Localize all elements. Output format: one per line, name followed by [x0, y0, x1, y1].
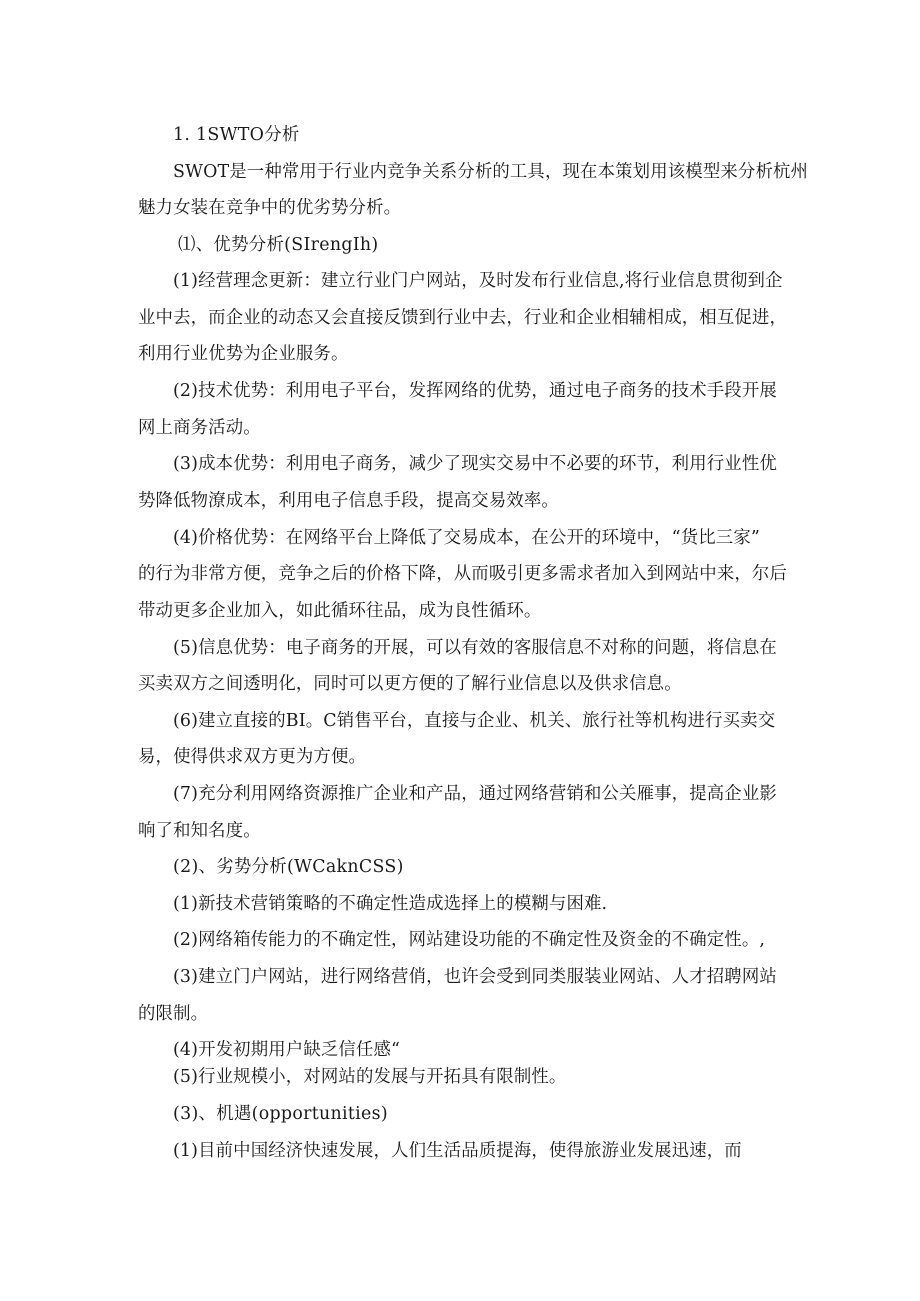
paragraph-line: 易，使得供求双方更为方便。: [138, 747, 367, 767]
paragraph-line: 带动更多企业加入，如此循环往品，成为良性循环。: [138, 601, 542, 621]
paragraph-line: (7)充分利用网络资源推广企业和产品，通过网络营销和公关雁事，提高企业影: [173, 784, 777, 804]
paragraph-line: 买卖双方之间透明化，同时可以更方便的了解行业信息以及供求信息。: [138, 674, 682, 694]
subsection-heading: (2)、劣势分析(WCaknCSS): [173, 857, 404, 877]
paragraph-line: 的行为非常方便，竞争之后的价格下降，从而吸引更多需求者加入到网站中来，尔后: [138, 564, 788, 584]
paragraph-line: (2)技术优势：利用电子平台，发挥网络的优势，通过电子商务的技术手段开展: [173, 381, 777, 401]
subsection-heading: ⑴、优势分析(SIrengIh): [178, 235, 379, 255]
subsection-heading: (3)、机遇(opportunities): [173, 1104, 388, 1124]
paragraph-line: 魅力女装在竞争中的优劣势分析。: [138, 198, 402, 218]
section-heading: 1. 1SWTO分析: [173, 125, 300, 145]
paragraph-line: 的限制。: [138, 1004, 209, 1024]
paragraph-line: (2)网络箱传能力的不确定性，网站建设功能的不确定性及资金的不确定性。,: [173, 930, 766, 950]
paragraph-line: (1)新技术营销策略的不确定性造成选择上的模糊与困难.: [173, 894, 608, 914]
paragraph-line: (5)信息优势：电子商务的开展，可以有效的客服信息不对称的问题，将信息在: [173, 638, 777, 658]
paragraph-line: (4)开发初期用户缺乏信任感“: [173, 1040, 401, 1060]
paragraph-line: SWOT是一种常用于行业内竞争关系分析的工具，现在本策划用该模型来分析杭州: [173, 162, 809, 182]
paragraph-line: 网上商务活动。: [138, 418, 261, 438]
paragraph-line: (3)成本优势：利用电子商务，减少了现实交易中不必要的环节，利用行业性优: [173, 454, 777, 474]
paragraph-line: (6)建立直接的BI。C销售平台，直接与企业、机关、旅行社等机构进行买卖交: [173, 711, 776, 731]
paragraph-line: (3)建立门户网站，进行网络营俏，也许会受到同类服装业网站、人才招聘网站: [173, 967, 777, 987]
paragraph-line: 业中去，而企业的动态又会直接反馈到行业中去，行业和企业相辅相成，相互促进，: [138, 308, 788, 328]
paragraph-line: (1)经营理念更新：建立行业门户网站，及时发布行业信息,将行业信息贯彻到企: [173, 271, 783, 291]
paragraph-line: (4)价格优势：在网络平台上降低了交易成本，在公开的环境中，“货比三家”: [173, 528, 760, 548]
paragraph-line: 利用行业优势为企业服务。: [138, 344, 349, 364]
paragraph-line: (5)行业规模小，对网站的发展与开拓具有限制性。: [173, 1067, 567, 1087]
paragraph-line: 势降低物潦成本，利用电子信息手段，提高交易效率。: [138, 491, 559, 511]
paragraph-line: 响了和知名度。: [138, 821, 261, 841]
paragraph-line: (1)目前中国经济快速发展，人们生活品质提海，使得旅游业发展迅速，而: [173, 1141, 742, 1161]
